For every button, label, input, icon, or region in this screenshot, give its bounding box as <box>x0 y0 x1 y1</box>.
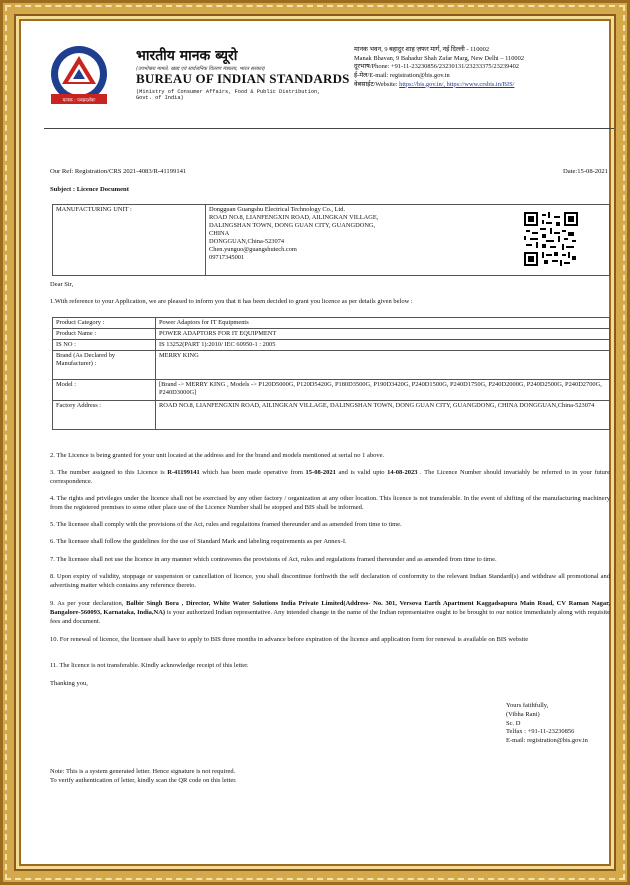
paragraph-4: 4. The rights and privileges under the licence shall not be exercised by any other factory / organization at any other location. This licence is not transferable. In the event of shifting of the manufacturing machinery from the registered premises to some other place use of the Licence Number shall be stopped and BIS shall be informed. <box>50 495 610 511</box>
thanking-line: Thanking you, <box>50 680 88 687</box>
letterhead <box>44 44 614 126</box>
valid-from: 15-08-2021 <box>305 469 336 476</box>
table-row <box>53 318 610 329</box>
p3-text: . The Licence Number should invariably be referred to in your future correspondence. <box>50 469 610 485</box>
manufacturer-line: DONGGUAN,China-523074 <box>209 238 285 245</box>
manufacturer-line: CHINA <box>209 230 230 237</box>
detail-label: Factory Address : <box>53 401 156 430</box>
p3-text: which has been made operative from <box>199 469 306 476</box>
reference-row <box>50 168 608 176</box>
paragraph-7: 7. The licensee shall not use the licence in any manner which contravenes the provisions of Act, rules and regulations framed thereunder and as amended from time to time. <box>50 556 497 563</box>
letter-date: Date:15-08-2021 <box>562 168 608 175</box>
paragraph-11: 11. The licence is not transferable. Kindly acknowledge receipt of this letter. <box>50 662 249 669</box>
email-line: ई-मेल/E-mail: registration@bis.gov.in <box>354 71 450 79</box>
signatory-email: E-mail: registration@bis.gov.in <box>506 737 588 745</box>
table-row <box>53 340 610 351</box>
detail-value: [Brand -> MERRY KING , Models -> P120D5000G, P120D5420G, P180D3500G, P190D3420G, P240D1500G, P240D1750G, P240D2000G, P240D2500G, P240D2700G, P240D3000G] <box>156 380 610 401</box>
manufacturer-details <box>206 205 493 276</box>
manufacturer-label: MANUFACTURING UNIT : <box>53 205 206 276</box>
footer-note <box>50 768 237 786</box>
table-row <box>53 329 610 340</box>
table-row <box>53 401 610 430</box>
hindi-title: भारतीय मानक ब्यूरो <box>136 48 238 64</box>
website-links[interactable]: https://bis.gov.in/, https://www.crsbis.in/BIS/ <box>399 80 515 88</box>
signatory-name: (Vibha Rani) <box>506 710 540 718</box>
website-line <box>354 81 619 90</box>
phone-line: दूरभाष/Phone: +91-11-23230856/23230131/23233375/23239402 <box>354 63 519 71</box>
licence-details-table <box>52 317 610 430</box>
manufacturer-email: Chen.yunguo@guangshutech.com <box>209 246 297 253</box>
note-line: Note: This is a system generated letter. Hence signature is not required. <box>50 768 236 775</box>
signatory-telfax: Telfax : +91-11-23230856 <box>506 728 575 736</box>
indian-representative: Balbir Singh Bora , Director, White Water Solutions India Private Limited(Address- No. 301, Versova Earth Apartment Kaggadsapura Main Road, CV Raman Nagar, Bangalore-560093, Karnataka, India,NA) <box>50 600 611 616</box>
detail-label: IS NO : <box>53 340 156 351</box>
paragraph-2: 2. The Licence is being granted for your unit located at the address and for the brand and models mentioned at serial no 1 above. <box>50 452 385 459</box>
paragraph-3 <box>50 469 610 487</box>
qr-cell <box>492 205 610 276</box>
salutation: Dear Sir, <box>50 281 74 288</box>
paragraph-5: 5. The licensee shall comply with the provisions of the Act, rules and regulations framed thereunder and as amended from time to time. <box>50 521 402 528</box>
signature-block <box>506 702 588 746</box>
qr-code-icon[interactable] <box>524 212 578 266</box>
logo-text: मानक : पथप्रदर्शकः <box>62 98 96 104</box>
detail-label: Product Category : <box>53 318 156 329</box>
manufacturer-name: Dongguan Guangshu Electrical Technology Co., Ltd. <box>209 206 346 213</box>
detail-label: Brand (As Declared by Manufacturer) : <box>53 351 156 380</box>
contact-block <box>354 46 619 89</box>
ministry-line: (Ministry of Consumer Affairs, Food & Public Distribution, Govt. of India) <box>136 89 321 102</box>
licence-letter <box>44 44 614 869</box>
manufacturer-phone: 09717345001 <box>209 254 245 261</box>
address-hindi: मानक भवन, 9 बहादुर शाह ज़फर मार्ग, नई दिल्ली - 110002 <box>354 46 490 53</box>
paragraph-8: 8. Upon expiry of validity, stoppage or suspension or cancellation of licence, you shall discontinue forthwith the self declaration of conformity to the relevant Indian Standard(s) and withdraw all promotional and advertising matter which contains any reference thereto. <box>50 573 610 589</box>
manufacturer-table <box>52 204 610 276</box>
valid-to: 14-08-2023 <box>387 469 418 476</box>
our-ref: Our Ref: Registration/CRS 2021-4083/R-41199141 <box>50 168 187 175</box>
signatory-title: Sc. D <box>506 719 521 727</box>
closing: Yours faithfully, <box>506 702 549 709</box>
subject-line: Subject : Licence Document <box>50 186 129 193</box>
intro-paragraph: 1.With reference to your Application, we are pleased to inform you that it has been decided to grant you licence as per details given below : <box>50 298 413 305</box>
paragraph-9 <box>50 600 610 626</box>
detail-label: Model : <box>53 380 156 401</box>
manufacturer-line: ROAD NO.8, LIANFENGXIN ROAD, AILINGKAN VILLAGE, <box>209 214 379 221</box>
p9-text: is your authorized Indian representative. Any intended change in the name of the Indian representative ought to be brought to our notice immediately along with requisite fees and document. <box>50 608 610 625</box>
header-divider <box>44 128 614 129</box>
website-label: वेबसाईट/Website: <box>354 80 398 88</box>
table-row <box>53 380 610 401</box>
note-line: To verify authentication of letter, kindly scan the QR code on this letter. <box>50 776 237 784</box>
paragraph-10: 10. For renewal of licence, the licensee shall have to apply to BIS three months in advance before expiration of the licence and application form for renewal is available on BIS website <box>50 636 529 643</box>
p3-text: and is valid upto <box>335 469 388 476</box>
bureau-title: BUREAU OF INDIAN STANDARDS <box>136 71 350 86</box>
bis-emblem-icon <box>48 44 110 116</box>
detail-value: MERRY KING <box>156 351 610 380</box>
p3-text: 3. The number assigned to this Licence is <box>50 469 168 476</box>
detail-value: Power Adaptors for IT Equipments <box>156 318 610 329</box>
address-english: Manak Bhavan, 9 Bahadur Shah Zafar Marg, New Delhi – 110002 <box>354 54 525 62</box>
licence-number: R-41199141 <box>167 469 200 476</box>
paragraph-6: 6. The licensee shall follow the guidelines for the use of Standard Mark and labeling requirements as per Annex-I. <box>50 538 347 545</box>
p9-text: 9. As per your declaration, <box>50 600 127 607</box>
manufacturer-line: DALINGSHAN TOWN, DONG GUAN CITY, GUANGDONG, <box>209 222 376 229</box>
detail-value: IS 13252(PART 1):2010/ IEC 60950-1 : 2005 <box>156 340 610 351</box>
detail-label: Product Name : <box>53 329 156 340</box>
hindi-ministry: (उपभोक्ता मामले, खाद्य एवं सार्वजनिक वितरण मंत्रालय, भारत सरकार) <box>136 66 266 72</box>
detail-value: ROAD NO.8, LIANFENGXIN ROAD, AILINGKAN VILLAGE, DALINGSHAN TOWN, DONG GUAN CITY, GUANGDONG, CHINA DONGGUAN,China-523074 <box>156 401 610 430</box>
table-row <box>53 351 610 380</box>
detail-value: POWER ADAPTORS FOR IT EQUIPMENT <box>156 329 610 340</box>
